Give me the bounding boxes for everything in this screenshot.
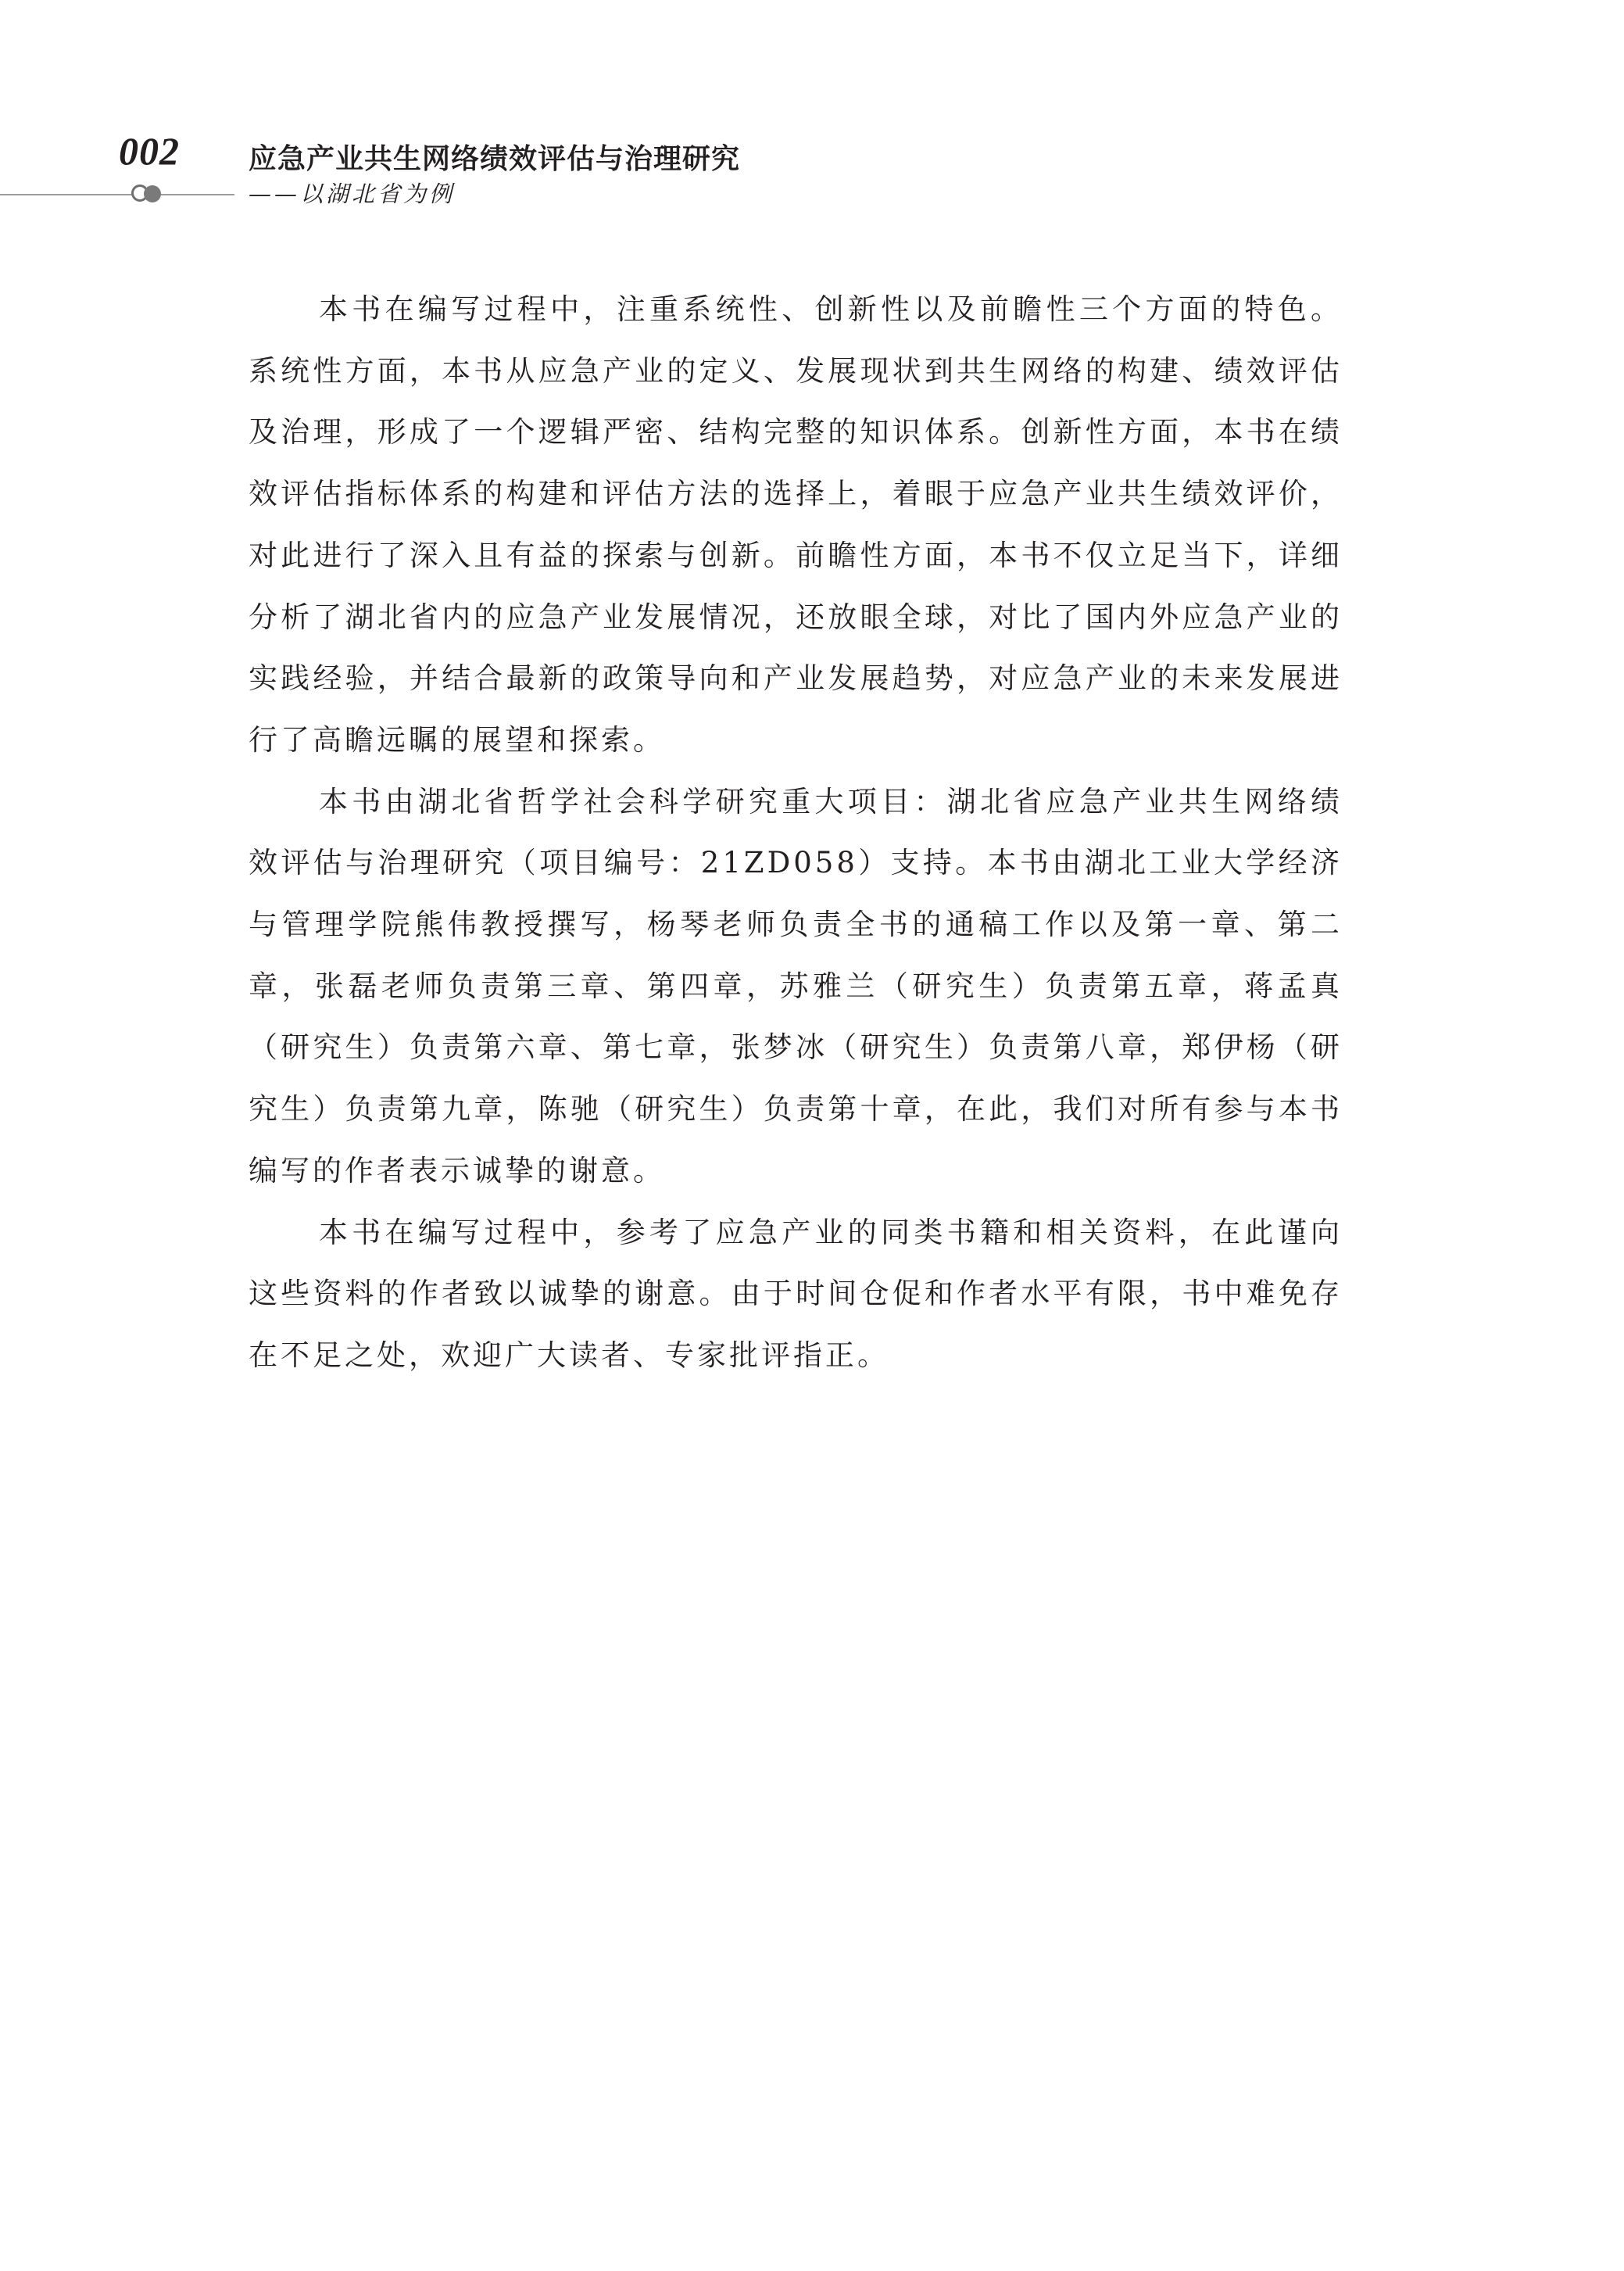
book-title: 应急产业共生网络绩效评估与治理研究	[249, 143, 741, 175]
paragraph: 本书在编写过程中，参考了应急产业的同类书籍和相关资料，在此谨向这些资料的作者致以诚挚的谢意。由于时间仓促和作者水平有限，书中难免存在不足之处，欢迎广大读者、专家批评指正。	[249, 1215, 1343, 1372]
header-rule	[0, 194, 234, 195]
page-number: 002	[119, 129, 180, 173]
paragraph: 本书由湖北省哲学社会科学研究重大项目：湖北省应急产业共生网络绩效评估与治理研究（项目编号：21ZD058）支持。本书由湖北工业大学经济与管理学院熊伟教授撰写，杨琴老师负责全书的通稿工作以及第一章、第二章，张磊老师负责第三章、第四章，苏雅兰（研究生）负责第五章，蒋孟真（研究生）负责第六章、第七章，张梦冰（研究生）负责第八章，郑伊杨（研究生）负责第九章，陈驰（研究生）负责第十章，在此，我们对所有参与本书编写的作者表示诚挚的谢意。	[249, 784, 1343, 1187]
book-subtitle: ——以湖北省为例	[249, 181, 456, 207]
header-ornament-dot-icon	[144, 185, 161, 202]
running-header	[0, 0, 1624, 235]
body-text	[249, 279, 1343, 1387]
paragraph: 本书在编写过程中，注重系统性、创新性以及前瞻性三个方面的特色。系统性方面，本书从应急产业的定义、发展现状到共生网络的构建、绩效评估及治理，形成了一个逻辑严密、结构完整的知识体系。创新性方面，本书在绩效评估指标体系的构建和评估方法的选择上，着眼于应急产业共生绩效评价，对此进行了深入且有益的探索与创新。前瞻性方面，本书不仅立足当下，详细分析了湖北省内的应急产业发展情况，还放眼全球，对比了国内外应急产业的实践经验，并结合最新的政策导向和产业发展趋势，对应急产业的未来发展进行了高瞻远瞩的展望和探索。	[249, 292, 1343, 757]
